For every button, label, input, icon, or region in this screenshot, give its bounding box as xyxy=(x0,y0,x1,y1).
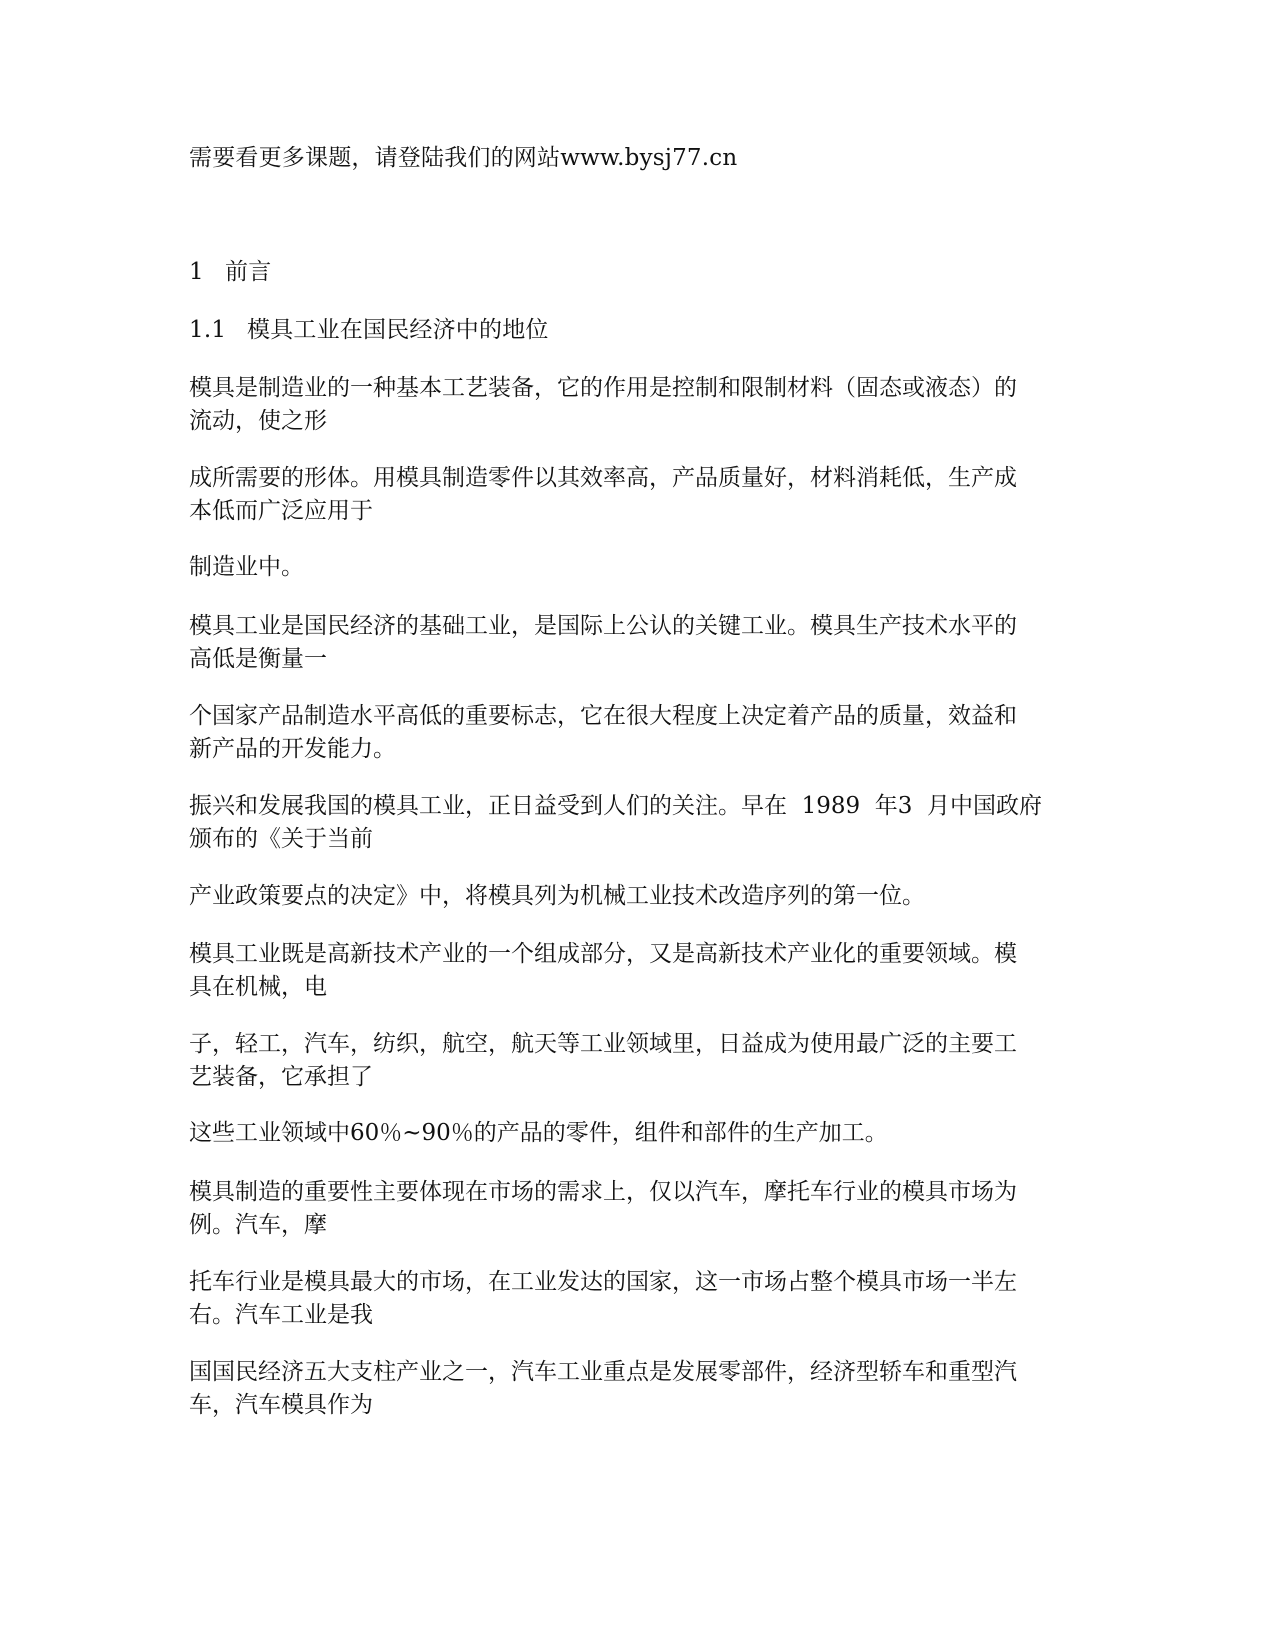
paragraph-line: 产业政策要点的决定》中，将模具列为机械工业技术改造序列的第一位。 xyxy=(189,883,925,909)
paragraph-line: 车，汽车模具作为 xyxy=(189,1392,373,1418)
paragraph-line: 这些工业领域中60％~90％的产品的零件，组件和部件的生产加工。 xyxy=(189,1120,888,1146)
paragraph xyxy=(189,462,1094,528)
paragraph-line: 制造业中。 xyxy=(189,554,304,580)
paragraph-line: 模具工业既是高新技术产业的一个组成部分，又是高新技术产业化的重要领域。模 xyxy=(189,941,1017,967)
paragraph-line: 艺装备，它承担了 xyxy=(189,1064,373,1090)
subsection-heading xyxy=(189,314,1094,346)
section-title: 前言 xyxy=(225,259,272,285)
paragraph-line: 右。汽车工业是我 xyxy=(189,1302,373,1328)
paragraph xyxy=(189,372,1094,438)
paragraph xyxy=(189,1266,1094,1332)
paragraph-line: 本低而广泛应用于 xyxy=(189,498,373,524)
paragraph xyxy=(189,1176,1094,1242)
website-notice: 需要看更多课题，请登陆我们的网站www.bysj77.cn xyxy=(189,145,738,171)
paragraph xyxy=(189,790,1094,856)
paragraph-line: 具在机械，电 xyxy=(189,974,327,1000)
paragraph xyxy=(189,610,1094,676)
paragraph-line: 流动，使之形 xyxy=(189,408,327,434)
paragraph-line: 模具制造的重要性主要体现在市场的需求上，仅以汽车，摩托车行业的模具市场为 xyxy=(189,1179,1017,1205)
subsection-number: 1.1 xyxy=(189,317,227,343)
paragraph-line: 模具是制造业的一种基本工艺装备，它的作用是控制和限制材料（固态或液态）的 xyxy=(189,375,1017,401)
paragraph xyxy=(189,1117,1094,1150)
subsection-title: 模具工业在国民经济中的地位 xyxy=(247,317,549,343)
paragraph xyxy=(189,700,1094,766)
paragraph-line: 模具工业是国民经济的基础工业，是国际上公认的关键工业。模具生产技术水平的 xyxy=(189,613,1017,639)
paragraph xyxy=(189,551,1094,584)
paragraph-line: 例。汽车，摩 xyxy=(189,1212,327,1238)
paragraph-line: 子，轻工，汽车，纺织，航空，航天等工业领域里，日益成为使用最广泛的主要工 xyxy=(189,1031,1017,1057)
paragraph-line: 国国民经济五大支柱产业之一，汽车工业重点是发展零部件，经济型轿车和重型汽 xyxy=(189,1359,1017,1385)
paragraph-line: 成所需要的形体。用模具制造零件以其效率高，产品质量好，材料消耗低，生产成 xyxy=(189,465,1017,491)
paragraph xyxy=(189,880,1094,913)
section-number: 1 xyxy=(189,259,204,285)
section-heading xyxy=(189,256,1094,288)
paragraph-line: 托车行业是模具最大的市场，在工业发达的国家，这一市场占整个模具市场一半左 xyxy=(189,1269,1017,1295)
paragraph-line: 个国家产品制造水平高低的重要标志，它在很大程度上决定着产品的质量，效益和 xyxy=(189,703,1017,729)
paragraph xyxy=(189,938,1094,1004)
paragraph-line: 颁布的《关于当前 xyxy=(189,826,373,852)
paragraph xyxy=(189,1356,1094,1422)
paragraph-line: 振兴和发展我国的模具工业，正日益受到人们的关注。早在 1989 年3 月中国政府 xyxy=(189,793,1043,819)
paragraph-line: 高低是衡量一 xyxy=(189,646,327,672)
paragraph-line: 新产品的开发能力。 xyxy=(189,736,396,762)
paragraph xyxy=(189,1028,1094,1094)
